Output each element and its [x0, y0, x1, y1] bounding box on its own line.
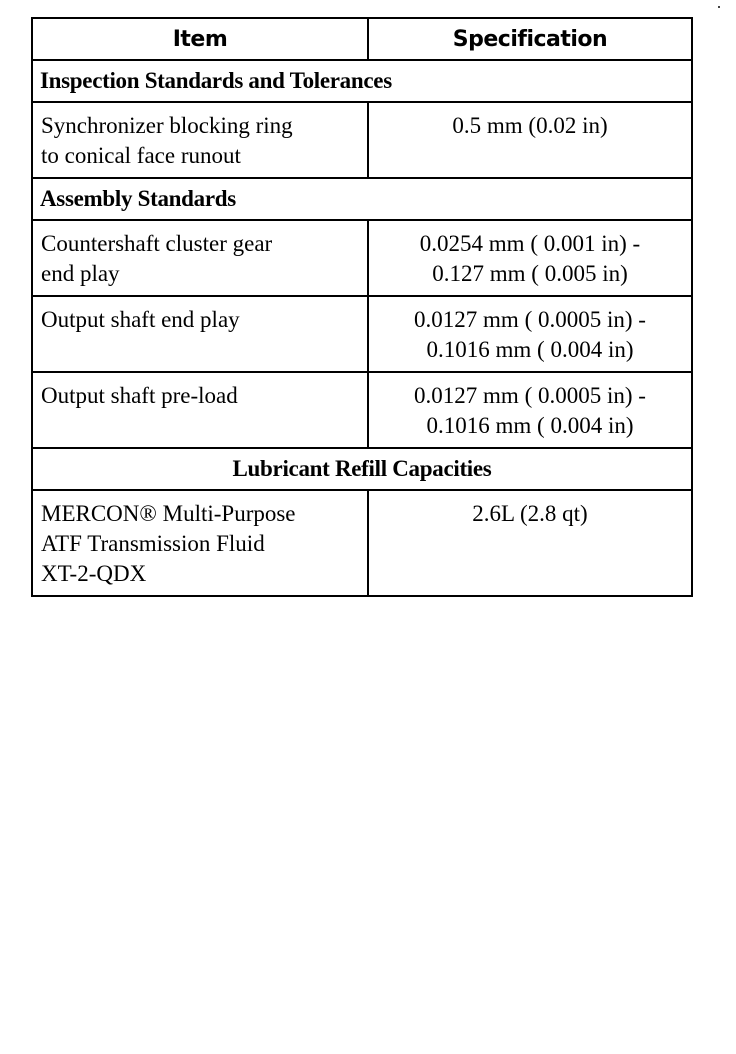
item-line: Countershaft cluster gear	[41, 231, 273, 256]
item-line: Output shaft pre-load	[41, 383, 238, 408]
spec-line: 0.5 mm (0.02 in)	[452, 113, 608, 138]
spec-cell	[368, 490, 692, 596]
item-line: to conical face runout	[41, 143, 241, 168]
spec-line: 0.0127 mm ( 0.0005 in) -	[414, 307, 646, 332]
section-row-lubricant	[32, 448, 692, 490]
item-line: XT-2-QDX	[41, 561, 147, 586]
spec-line: 0.0254 mm ( 0.001 in) -	[419, 231, 641, 256]
spec-line: 0.1016 mm ( 0.004 in)	[426, 413, 634, 438]
spec-line: 2.6L (2.8 qt)	[472, 501, 588, 526]
spec-line: 0.1016 mm ( 0.004 in)	[426, 337, 634, 362]
scan-speck	[718, 6, 720, 8]
table-row	[32, 102, 692, 178]
spec-line: 0.0127 mm ( 0.0005 in) -	[414, 383, 646, 408]
table-row	[32, 490, 692, 596]
item-line: ATF Transmission Fluid	[41, 531, 265, 556]
spec-cell	[368, 220, 692, 296]
item-line: Output shaft end play	[41, 307, 240, 332]
item-cell	[32, 220, 368, 296]
header-item: Item	[32, 18, 368, 60]
header-specification: Specification	[368, 18, 692, 60]
table-header-row	[32, 18, 692, 60]
table-row	[32, 220, 692, 296]
item-cell	[32, 296, 368, 372]
spec-line: 0.127 mm ( 0.005 in)	[432, 261, 628, 286]
item-line: end play	[41, 261, 120, 286]
section-row-assembly	[32, 178, 692, 220]
item-cell	[32, 372, 368, 448]
spec-cell	[368, 296, 692, 372]
spec-cell	[368, 102, 692, 178]
table-row	[32, 296, 692, 372]
section-row-inspection	[32, 60, 692, 102]
spec-cell	[368, 372, 692, 448]
section-title-lubricant: Lubricant Refill Capacities	[32, 448, 692, 490]
section-title-assembly: Assembly Standards	[32, 178, 692, 220]
section-title-inspection: Inspection Standards and Tolerances	[32, 60, 692, 102]
item-cell	[32, 102, 368, 178]
item-line: MERCON® Multi-Purpose	[41, 501, 296, 526]
item-cell	[32, 490, 368, 596]
table-row	[32, 372, 692, 448]
specification-table	[31, 17, 693, 597]
item-line: Synchronizer blocking ring	[41, 113, 293, 138]
